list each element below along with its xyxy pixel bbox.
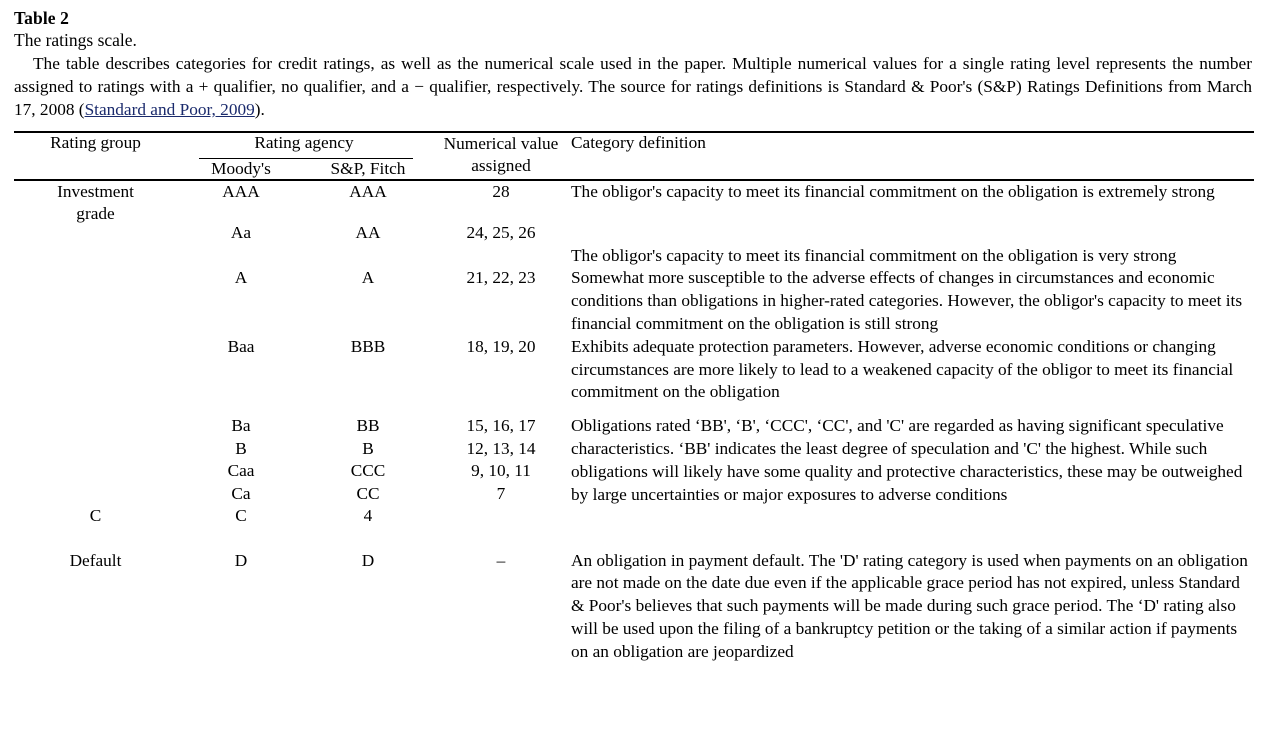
- header-numerical-value-line1: Numerical value: [443, 133, 559, 153]
- table-row: [14, 267, 1254, 335]
- table-title: The ratings scale.: [14, 30, 137, 50]
- sp-fitch-rating: B: [362, 438, 374, 458]
- moodys-rating: Baa: [227, 336, 255, 356]
- header-sp-fitch: S&P, Fitch: [330, 158, 406, 178]
- numerical-value: –: [496, 550, 506, 570]
- category-definition-text: The obligor's capacity to meet its financial commitment on the obligation is very strong: [571, 245, 1177, 265]
- category-definition-text: The obligor's capacity to meet its financial commitment on the obligation is extremely strong: [571, 181, 1215, 201]
- moodys-rating-spacer: [177, 245, 305, 268]
- moodys-rating: AAA: [222, 181, 260, 201]
- table-row: [14, 336, 1254, 404]
- category-definition-text: Obligations rated ‘BB', ‘B', ‘CCC', ‘CC', and 'C' are regarded as having significant speculative characteristics. ‘BB' indicates the least degree of speculation and 'C' the highest. While such obligations will likely have some quality and protective characteristics, these may be outweighed by large uncertainties or major exposures to adverse conditions: [571, 416, 1243, 504]
- sp-fitch-rating: BBB: [350, 336, 386, 356]
- header-numerical-value: [431, 133, 571, 179]
- description-text-part2: ).: [254, 100, 265, 120]
- table-caption-block: [0, 0, 1268, 122]
- table-body: [14, 181, 1254, 664]
- header-category-definition: Category definition: [571, 132, 706, 152]
- moodys-rating: Ba: [231, 416, 251, 436]
- description-text-part1: The table describes categories for credit ratings, as well as the numerical scale used in the paper. Multiple numerical values for a single rating level represents the number assigned to ratings with a + qualifier, no qualifier, and a − qualifier, respectively. The source for ratings definitions is Standard & Poor's (S&P) Ratings Definitions from March 17, 2008 (: [14, 54, 1252, 120]
- moodys-rating: Ca: [231, 483, 251, 503]
- numerical-value: 18, 19, 20: [466, 336, 536, 356]
- sp-fitch-rating: AAA: [349, 181, 387, 201]
- table-number-label: Table 2: [14, 8, 70, 28]
- numerical-value: 15, 16, 17: [466, 416, 536, 436]
- sp-fitch-rating: A: [361, 268, 375, 288]
- header-rating-group: Rating group: [50, 132, 141, 152]
- header-numerical-value-line2: assigned: [471, 155, 531, 175]
- header-row-primary: [14, 133, 1254, 159]
- sp-fitch-rating: C: [235, 506, 247, 526]
- table-row: [14, 245, 1254, 268]
- group-label-line1: Investment: [57, 181, 134, 201]
- ratings-table-wrapper: [14, 131, 1254, 664]
- sp-fitch-rating-spacer: [305, 245, 431, 268]
- table-row: [14, 404, 1254, 438]
- numerical-value: 9, 10, 11: [471, 461, 531, 481]
- rating-group-investment: [14, 181, 177, 506]
- rating-group-default: Default: [69, 550, 122, 570]
- moodys-rating: A: [234, 268, 248, 288]
- citation-link[interactable]: Standard and Poor, 2009: [84, 100, 255, 120]
- moodys-rating: D: [234, 550, 248, 570]
- category-definition-text: An obligation in payment default. The 'D' rating category is used when payments on an obligation are not made on the date due even if the applicable grace period has not expired, unless Standard & Poor's believes that such payments will be made during such grace period. The ‘D' rating also will be used upon the filing of a bankruptcy petition or the taking of a similar action if payments on an obligation are jeopardized: [571, 550, 1248, 661]
- sp-fitch-rating: CCC: [350, 461, 386, 481]
- numerical-value: 28: [492, 181, 510, 201]
- numerical-value-spacer: [431, 245, 571, 268]
- header-moodys: Moody's: [211, 158, 271, 178]
- numerical-value: 4: [363, 506, 373, 526]
- numerical-value: 12, 13, 14: [466, 438, 536, 458]
- sp-fitch-rating: AA: [355, 223, 381, 243]
- table-header: [14, 133, 1254, 179]
- table-row: [14, 181, 1254, 204]
- numerical-value: 21, 22, 23: [466, 268, 536, 288]
- moodys-rating: Caa: [227, 461, 255, 481]
- category-definition-text: Exhibits adequate protection parameters. However, adverse economic conditions or changing circumstances are more likely to lead to a weakened capacity of the obligor to meet its financial commitment on the obligation: [571, 336, 1234, 402]
- group-label-line2: grade: [76, 204, 115, 224]
- moodys-rating: B: [235, 438, 247, 458]
- moodys-rating: Aa: [230, 223, 252, 243]
- sp-fitch-rating: D: [361, 550, 375, 570]
- header-rating-agency-label: Rating agency: [254, 132, 354, 152]
- sp-fitch-rating: BB: [356, 416, 380, 436]
- table-description: [14, 52, 1254, 122]
- category-definition-text: Somewhat more susceptible to the adverse effects of changes in circumstances and economic conditions than obligations in higher-rated categories. However, the obligor's capacity to meet its financial commitment on the obligation is still strong: [571, 268, 1243, 333]
- table-row: [14, 528, 1254, 664]
- moodys-rating: C: [89, 506, 102, 526]
- numerical-value: 7: [496, 483, 506, 503]
- header-rating-agency: [177, 133, 431, 159]
- ratings-table: [14, 133, 1254, 179]
- numerical-value: 24, 25, 26: [466, 223, 536, 243]
- ratings-table-body: [14, 181, 1254, 664]
- sp-fitch-rating: CC: [356, 483, 380, 503]
